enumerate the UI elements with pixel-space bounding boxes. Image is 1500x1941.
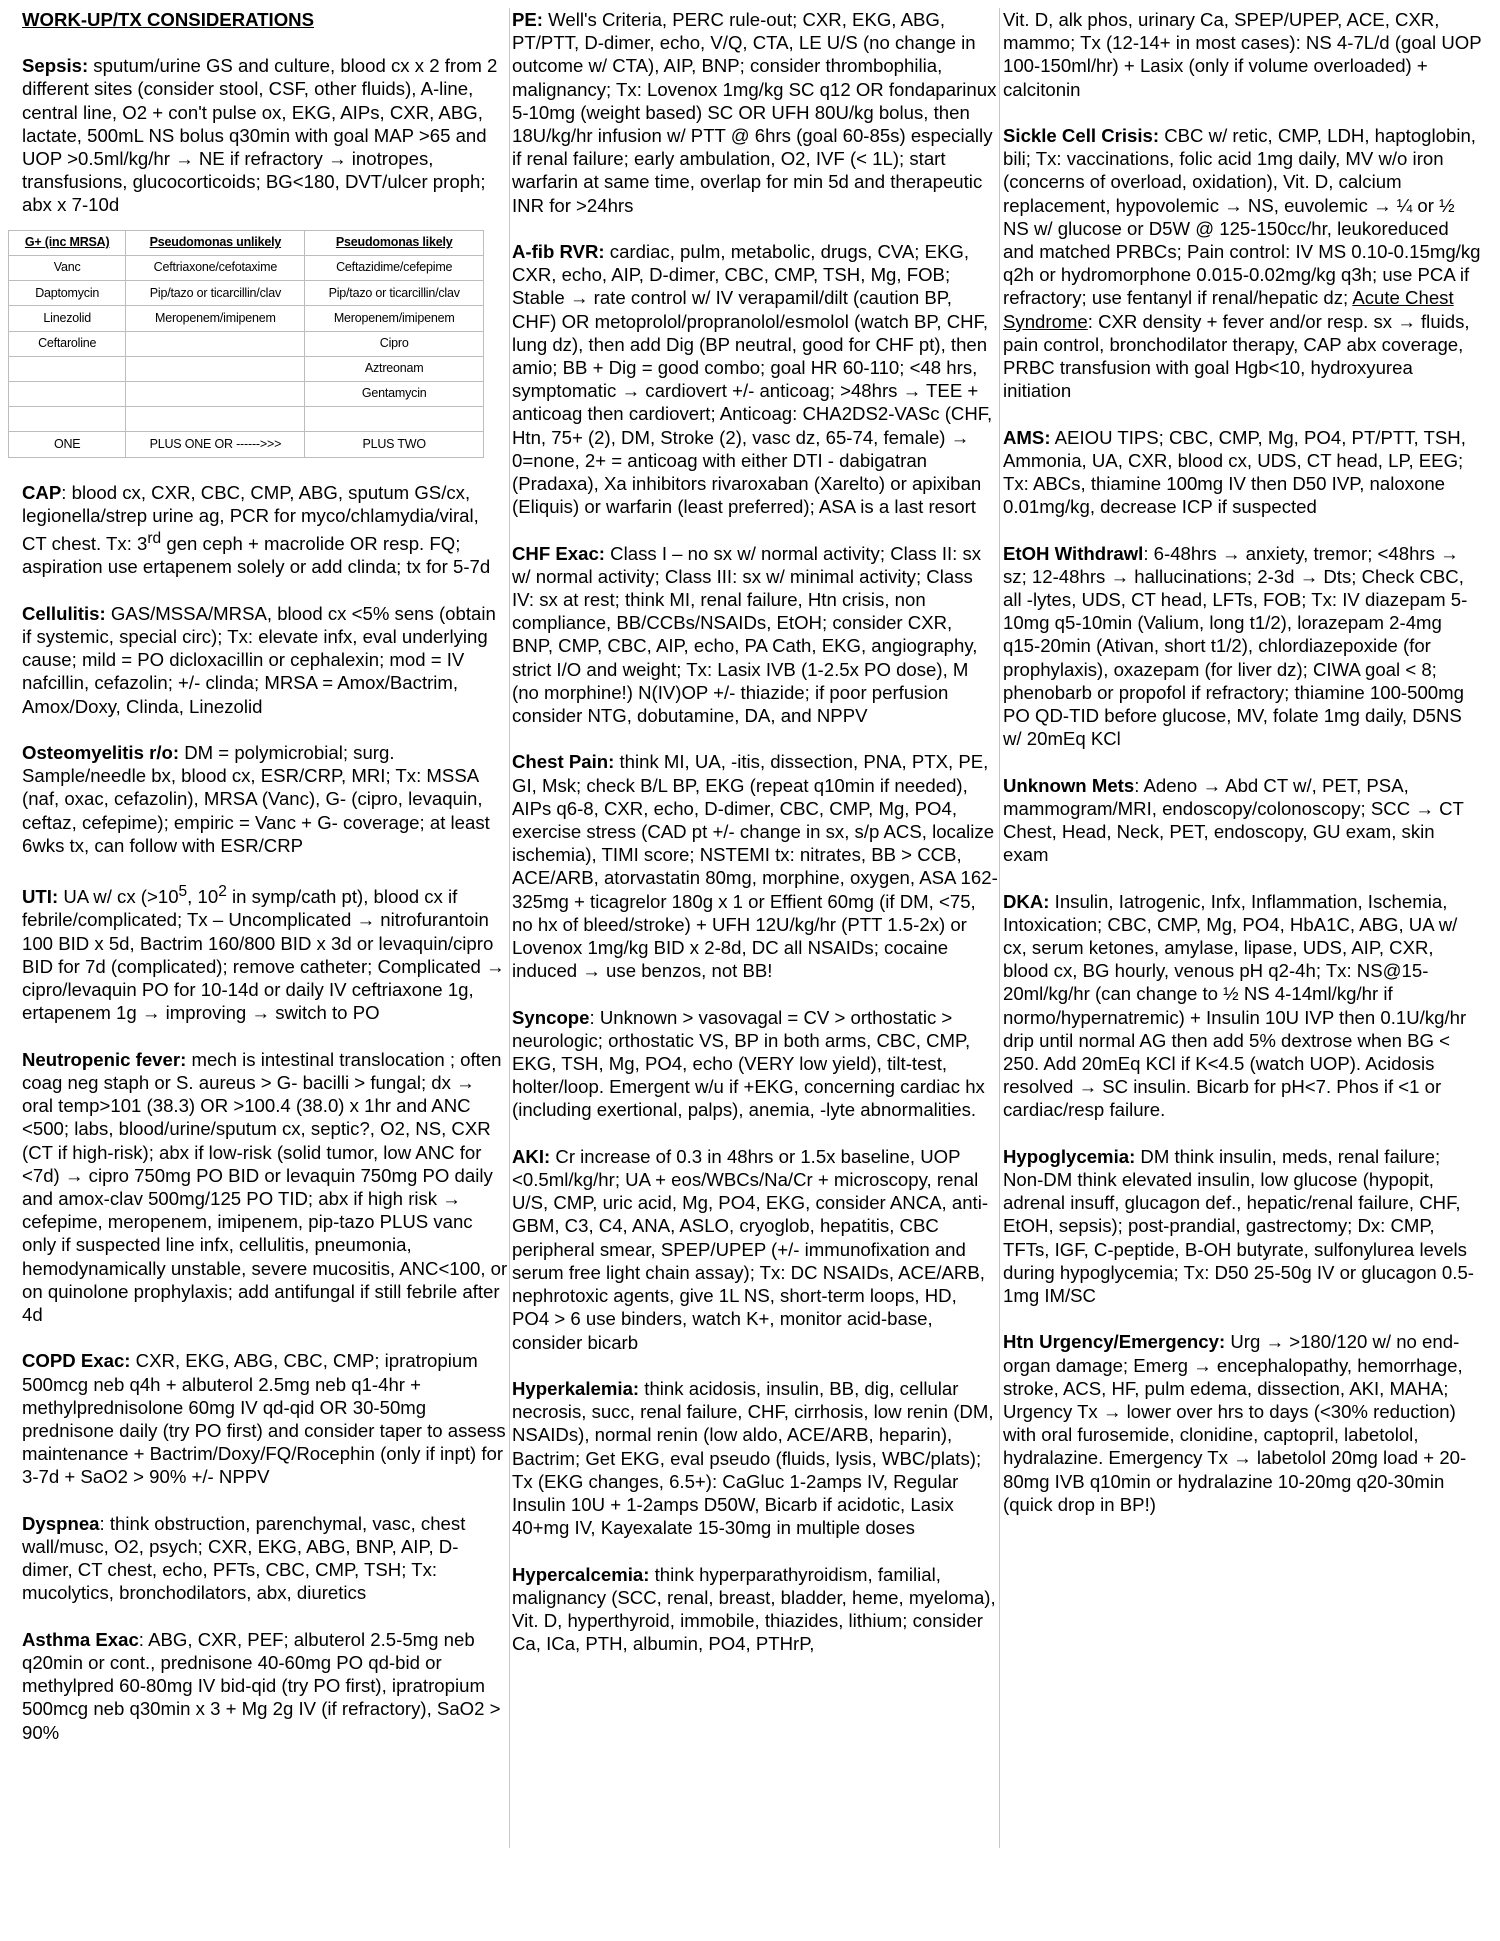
column-1 (22, 8, 508, 1767)
section-heading: Cellulitis: (22, 602, 106, 624)
antibiotic-table (8, 230, 484, 458)
column-divider (509, 8, 510, 1848)
table-cell: Daptomycin (9, 281, 126, 306)
table-header-cell: G+ (inc MRSA) (9, 230, 126, 255)
section-neutropenic-fever (22, 1048, 508, 1326)
section-body: gen ceph + macrolide OR resp. FQ; aspiration use ertapenem solely or add clinda; tx for 5-7d (22, 533, 491, 578)
section-unknown-mets (1003, 774, 1483, 867)
section-body: : think obstruction, parenchymal, vasc, chest wall/musc, O2, psych; CXR, EKG, ABG, BNP, AIP, D-dimer, CT chest, echo, PFTs, CBC, CMP, TSH; Tx: mucolytics, bronchodilators, abx, diuretics (22, 1512, 466, 1604)
table-cell: Meropenem/imipenem (126, 306, 305, 331)
section-body: : blood cx, CXR, CBC, CMP, ABG, sputum GS/cx, legionella/strep urine ag, PCR for myco/chlamydia/viral, CT chest. Tx: 3 (22, 481, 479, 555)
section-pe (512, 8, 998, 217)
section-body: think MI, UA, -itis, dissection, PNA, PTX, PE, GI, Msk; check B/L BP, EKG (repeat q10min if needed), AIPs q6-8, CXR, echo, D-dimer, CBC, CMP, Mg, PO4, exercise stress (CAD pt +/- change in sx, s/p ACS, localize ischemia), TIMI score; NSTEMI tx: nitrates, BB > CCB, ACE/ARB, atorvastatin 80mg, morphine, oxygen, ASA 162-325mg + ticagrelor 180g x 1 or Effient 60mg (if DM, <75, no hx of bleed/stroke) + UFH 12U/kg/hr (PTT 1.5-2x) or Lovenox 1mg/kg BID x 2-8d, DC all NSAIDs; cocaine induced → use benzos, not BB! (512, 751, 998, 982)
table-cell: Linezolid (9, 306, 126, 331)
section-body: AEIOU TIPS; CBC, CMP, Mg, PO4, PT/PTT, TSH, Ammonia, UA, CXR, blood cx, UDS, CT head, LP, EEG; Tx: ABCs, thiamine 100mg IV then D50 IVP, naloxone 0.01mg/kg, decrease ICP if suspected (1003, 426, 1466, 518)
superscript: 2 (218, 883, 227, 901)
table-header-cell: Pseudomonas likely (305, 230, 484, 255)
table-cell (126, 381, 305, 406)
section-heading: UTI: (22, 886, 59, 908)
section-body: Urg → >180/120 w/ no end-organ damage; Emerg → encephalopathy, hemorrhage, stroke, ACS, HF, pulm edema, dissection, AKI, MAHA; Urgency Tx → lower over hrs to days (<30% reduction) with oral furosemide, clonidine, captopril, labetolol, hydralazine. Emergency Tx → labetolol 20mg load + 20-80mg IVB q10min or hydralazine 10-20mg q20-30min (quick drop in BP!) (1003, 1331, 1467, 1515)
section-heading: Chest Pain: (512, 751, 615, 773)
table-cell (126, 407, 305, 432)
section-heading: EtOH Withdrawl (1003, 542, 1144, 564)
table-row (9, 432, 484, 457)
section-body: think hyperparathyroidism, familial, malignancy (SCC, renal, breast, bladder, heme, myeloma), Vit. D, hyperthyroid, immobile, thiazides, lithium; consider Ca, ICa, PTH, albumin, PO4, PTHrP, (512, 1563, 996, 1655)
acute-chest-syndrome-term: Acute Chest Syndrome (1003, 287, 1454, 332)
section-body: UA w/ cx (>10 (58, 886, 179, 908)
table-cell (9, 356, 126, 381)
section-dka (1003, 890, 1483, 1122)
section-heading: Sickle Cell Crisis: (1003, 125, 1160, 146)
section-body: DM think insulin, meds, renal failure; Non-DM think elevated insulin, low glucose (hypopit, adrenal insuff, glucagon def., hepatic/renal failure, CHF, EtOH, sepsis); post-prandial, gastrectomy; Dx: CMP, TFTs, IGF, C-peptide, B-OH butyrate, sulfonylurea levels during hypoglycemia; Tx: D50 25-50g IV or glucagon 0.5-1mg IM/SC (1003, 1145, 1474, 1307)
section-body: : ABG, CXR, PEF; albuterol 2.5-5mg neb q20min or cont., prednisone 40-60mg PO qd-bid or methylpred 60-80mg IV bid-qid (try PO first), ipratropium 500mcg neb q30min x 3 + Mg 2g IV (if refractory), SaO2 > 90% (22, 1628, 501, 1743)
section-heading: Htn Urgency/Emergency: (1003, 1331, 1226, 1353)
table-cell: Pip/tazo or ticarcillin/clav (126, 281, 305, 306)
section-body: , 10 (187, 886, 219, 908)
section-body: : Adeno → Abd CT w/, PET, PSA, mammogram/MRI, endoscopy/colonoscopy; SCC → CT Chest, Head, Neck, PET, endoscopy, GU exam, skin exam (1003, 774, 1464, 866)
section-body: in symp/cath pt), blood cx if febrile/complicated; Tx – Uncomplicated → nitrofurantoin 100 BID x 5d, Bactrim 160/800 BID x 3d or levaquin/cipro BID for 7d (complicated); remove catheter; Complicated → cipro/levaquin PO for 10-14d or daily IV ceftriaxone 1g, ertapenem 1g → improving → switch to PO (22, 886, 505, 1024)
table-cell: Pip/tazo or ticarcillin/clav (305, 281, 484, 306)
table-row (9, 256, 484, 281)
section-cap (22, 481, 508, 579)
table-cell (9, 407, 126, 432)
section-body: : 6-48hrs → anxiety, tremor; <48hrs → sz; 12-48hrs → hallucinations; 2-3d → Dts; Check CBC, all -lytes, UDS, CT head, LFTs, FOB; Tx: IV diazepam 5-10mg q5-10min (Valium, long t1/2), lorazepam 2-4mg q15-20min (Ativan, short t1/2), chlordiazepoxide (for prophylaxis), oxazepam (for liver dz); CIWA goal < 8; phenobarb or propofol if refractory; thiamine 100-500mg PO QD-TID before glucose, MV, folate 1mg daily, D5NS w/ 20mEq KCl (1003, 542, 1468, 750)
section-hypercalcemia-continued (1003, 8, 1483, 101)
section-hyperkalemia (512, 1377, 998, 1539)
section-sepsis (22, 54, 508, 216)
section-etoh-withdrawal (1003, 542, 1483, 751)
section-body: sputum/urine GS and culture, blood cx x 2 from 2 different sites (consider stool, CSF, other fluids), A-line, central line, O2 + con't pulse ox, EKG, AIPs, CXR, ABG, lactate, 500mL NS bolus q30min with goal MAP >65 and UOP >0.5ml/kg/hr → NE if refractory → inotropes, transfusions, glucocorticoids; BG<180, DVT/ulcer proph; abx x 7-10d (22, 55, 498, 216)
table-cell: Aztreonam (305, 356, 484, 381)
section-chf (512, 542, 998, 728)
superscript: rd (147, 529, 162, 547)
column-divider (999, 8, 1000, 1848)
section-htn-urgency (1003, 1330, 1483, 1516)
section-heading: Dyspnea (22, 1512, 100, 1534)
table-row (9, 281, 484, 306)
section-heading: A-fib RVR: (512, 241, 605, 263)
section-body: Class I – no sx w/ normal activity; Class II: sx w/ normal activity; Class III: sx w/ minimal activity; Class IV: sx at rest; think MI, renal failure, Htn crisis, non compliance, BB/CCBs/NSAIDs, EtOH; consider CXR, BNP, CMP, CBC, AIP, echo, PA Cath, EKG, angiography, strict I/O and weight; Tx: Lasix IVB (1-2.5x PO dose), M (no morphine!) N(IV)OP +/- thiazide; if poor perfusion consider NTG, dobutamine, DA, and NPPV (512, 542, 982, 727)
section-heading: COPD Exac: (22, 1350, 131, 1372)
antibiotic-table-container (8, 230, 494, 458)
table-row (9, 306, 484, 331)
section-body: Vit. D, alk phos, urinary Ca, SPEP/UPEP, ACE, CXR, mammo; Tx (12-14+ in most cases): NS 4-7L/d (goal UOP 100-150ml/hr) + Lasix (only if volume overloaded) + calcitonin (1003, 9, 1482, 100)
section-dyspnea (22, 1512, 508, 1605)
section-body: CXR, EKG, ABG, CBC, CMP; ipratropium 500mcg neb q4h + albuterol 2.5mg neb q1-4hr + methylprednisolone 60mg IV qd-qid OR 30-50mg prednisone daily (try PO first) and consider taper to assess maintenance + Bactrim/Doxy/FQ/Rocephin (only if inpt) for 3-7d + SaO2 > 90% +/- NPPV (22, 1350, 506, 1488)
section-body: CBC w/ retic, CMP, LDH, haptoglobin, bili; Tx: vaccinations, folic acid 1mg daily, MV w/o iron (concerns of overload, oxidation), Vit. D, calcium replacement, hypovolemic → NS, euvolemic → ¼ or ½ NS w/ glucose or D5W @ 125-150cc/hr, leukoreduced and matched PRBCs; Pain control: IV MS 0.10-0.15mg/kg q2h or hydromorphone 0.015-0.02mg/kg q3h; use PCA if refractory; use fentanyl if renal/hepatic dz; (1003, 125, 1481, 309)
section-heading: AMS: (1003, 426, 1051, 448)
section-heading: AKI: (512, 1145, 551, 1167)
section-syncope (512, 1006, 998, 1122)
column-3 (1003, 8, 1483, 1539)
column-2 (512, 8, 998, 1679)
section-heading: Osteomyelitis r/o: (22, 741, 180, 763)
section-sickle-cell (1003, 124, 1483, 402)
section-hypercalcemia (512, 1563, 998, 1656)
table-cell: ONE (9, 432, 126, 457)
section-afib (512, 240, 998, 518)
section-heading: DKA: (1003, 890, 1050, 912)
table-row (9, 356, 484, 381)
table-cell: Ceftriaxone/cefotaxime (126, 256, 305, 281)
table-cell (305, 407, 484, 432)
section-body: DM = polymicrobial; surg. Sample/needle bx, blood cx, ESR/CRP, MRI; Tx: MSSA (naf, oxac, cefazolin), MRSA (Vanc), G- (cipro, levaquin, ceftaz, cefepime); empiric = Vanc + G- coverage; at least 6wks tx, can follow with ESR/CRP (22, 741, 490, 856)
section-heading: Hypercalcemia: (512, 1563, 650, 1585)
table-cell: Meropenem/imipenem (305, 306, 484, 331)
section-body: think acidosis, insulin, BB, dig, cellular necrosis, succ, renal failure, CHF, cirrhosis, low renin (DM, NSAIDs), normal renin (low aldo, ACE/ARB, heparin), Bactrim; Get EKG, eval pseudo (fluids, lysis, WBC/plats); Tx (EKG changes, 6.5+): CaGluc 1-2amps IV, Regular Insulin 10U + 1-2amps D50W, Bicarb if acidotic, Lasix 40+mg IV, Kayexalate 15-30mg in multiple doses (512, 1377, 994, 1539)
table-cell: Ceftazidime/cefepime (305, 256, 484, 281)
section-heading: Sepsis: (22, 55, 89, 77)
section-heading: Hypoglycemia: (1003, 1145, 1136, 1167)
section-body: : Unknown > vasovagal = CV > orthostatic > neurologic; orthostatic VS, BP in both arms, CBC, CMP, EKG, TSH, Mg, PO4, echo (VERY low yield), tilt-test, holter/loop. Emergent w/u if +EKG, concerning cardiac hx (including exertional, palps), anemia, -lyte abnormalities. (512, 1006, 985, 1121)
table-cell: Cipro (305, 331, 484, 356)
table-header-row (9, 230, 484, 255)
section-body: cardiac, pulm, metabolic, drugs, CVA; EKG, CXR, echo, AIP, D-dimer, CBC, CMP, TSH, Mg, FOB; Stable → rate control w/ IV verapamil/dilt (caution BP, CHF) OR metoprolol/propranolol/esmolol (watch BP, CHF, lung dz), then add Dig (BP neutral, good for CHF pt), then amio; BB + Dig = good combo; goal HR 60-110; <48 hrs, symptomatic → cardiovert +/- anticoag; >48hrs → TEE + anticoag then cardiovert; Anticoag: CHA2DS2-VASc (CHF, Htn, 75+ (2), DM, Stroke (2), vasc dz, 65-74, female) → 0=none, 2+ = anticoag with either DTI - dabigatran (Pradaxa), Xa inhibitors rivaroxaban (Xarelto) or apixiban (Eliquis) or warfarin (least preferred); ASA is a last resort (512, 241, 993, 518)
section-uti (22, 880, 508, 1024)
section-body: mech is intestinal translocation ; often coag neg staph or S. aureus > G- bacilli > fungal; dx → oral temp>101 (38.3) OR >100.4 (38.0) x 1hr and ANC <500; labs, blood/urine/sputum cx, septic?, O2, NS, CXR (CT if high-risk); abx if low-risk (solid tumor, low ANC for <7d) → cipro 750mg PO BID or levaquin 750mg PO daily and amox-clav 500mg/125 PO TID; abx if high risk → cefepime, meropenem, imipenem, pip-tazo PLUS vanc only if suspected line infx, cellulitis, pneumonia, hemodynamically unstable, severe mucositis, ANC<100, or on quinolone prophylaxis; add antifungal if still febrile after 4d (22, 1048, 508, 1325)
table-row (9, 407, 484, 432)
section-heading: Unknown Mets (1003, 774, 1135, 796)
section-heading: CAP (22, 481, 62, 503)
section-heading: PE: (512, 9, 543, 30)
section-heading: Hyperkalemia: (512, 1377, 640, 1399)
table-header-cell: Pseudomonas unlikely (126, 230, 305, 255)
section-asthma (22, 1628, 508, 1744)
section-body: GAS/MSSA/MRSA, blood cx <5% sens (obtain if systemic, special circ); Tx: elevate infx, eval underlying cause; mild = PO dicloxacillin or cephalexin; mod = IV nafcillin, cefazolin; +/- clinda; MRSA = Amox/Bactrim, Amox/Doxy, Clinda, Linezolid (22, 602, 496, 717)
superscript: 5 (178, 883, 188, 901)
section-osteomyelitis (22, 741, 508, 857)
section-heading: CHF Exac: (512, 542, 605, 564)
section-heading: Neutropenic fever: (22, 1048, 187, 1070)
section-cellulitis (22, 602, 508, 718)
section-body: Insulin, Iatrogenic, Infx, Inflammation, Ischemia, Intoxication; CBC, CMP, Mg, PO4, HbA1C, ABG, UA w/ cx, serum ketones, amylase, lipase, UDS, AIP, CXR, blood cx, BG hourly, venous pH q2-4h; Tx: NS@15-20ml/kg/hr (can change to ½ NS 4-14ml/kg/hr if normo/hypernatremic) + Insulin 10U IVP then 0.1U/kg/hr drip until normal AG then add 5% dextrose when BG < 250. Add 20mEq KCl if K<4.5 (watch UOP). Acidosis resolved → SC insulin. Bicarb for pH<7. Phos if <1 or cardiac/resp failure. (1003, 890, 1467, 1121)
section-aki (512, 1145, 998, 1354)
section-chest-pain (512, 750, 998, 982)
section-body: Cr increase of 0.3 in 48hrs or 1.5x baseline, UOP <0.5ml/kg/hr; UA + eos/WBCs/Na/Cr + microscopy, renal U/S, CMP, uric acid, Mg, PO4, EKG, consider ANCA, anti-GBM, C3, C4, ANA, ASLO, cryoglob, hepatitis, CBC peripheral smear, SPEP/UPEP (+/- immunofixation and serum free light chain assay); Tx: DC NSAIDs, ACE/ARB, nephrotoxic agents, give 1L NS, short-term loops, HD, PO4 > 6 use binders, watch K+, monitor acid-base, consider bicarb (512, 1145, 989, 1353)
table-cell (126, 356, 305, 381)
document-title: WORK-UP/TX CONSIDERATIONS (22, 9, 314, 30)
section-body: Well's Criteria, PERC rule-out; CXR, EKG, ABG, PT/PTT, D-dimer, echo, V/Q, CTA, LE U/S (no change in outcome w/ CTA), AIP, BNP; consider thrombophilia, malignancy; Tx: Lovenox 1mg/kg SC q12 OR fondaparinux 5-10mg (weight based) SC OR UFH 80U/kg bolus, then 18U/kg/hr infusion w/ PTT @ 6hrs (goal 60-85s) especially if renal failure; early ambulation, O2, IVF (< 1L); start warfarin at same time, overlap for min 5d and therapeutic INR for >24hrs (512, 9, 997, 216)
table-cell: Gentamycin (305, 381, 484, 406)
table-cell (9, 381, 126, 406)
table-cell: PLUS ONE OR ------>>> (126, 432, 305, 457)
section-heading: Syncope (512, 1006, 590, 1028)
section-heading: Asthma Exac (22, 1628, 139, 1650)
table-row (9, 381, 484, 406)
table-cell: PLUS TWO (305, 432, 484, 457)
table-row (9, 331, 484, 356)
table-cell (126, 331, 305, 356)
section-ams (1003, 426, 1483, 519)
section-copd (22, 1349, 508, 1488)
section-hypoglycemia (1003, 1145, 1483, 1307)
section-body: : CXR density + fever and/or resp. sx → fluids, pain control, bronchodilator therapy, CAP abx coverage, PRBC transfusion with goal Hgb<10, hydroxyurea initiation (1003, 310, 1470, 402)
table-cell: Vanc (9, 256, 126, 281)
table-cell: Ceftaroline (9, 331, 126, 356)
